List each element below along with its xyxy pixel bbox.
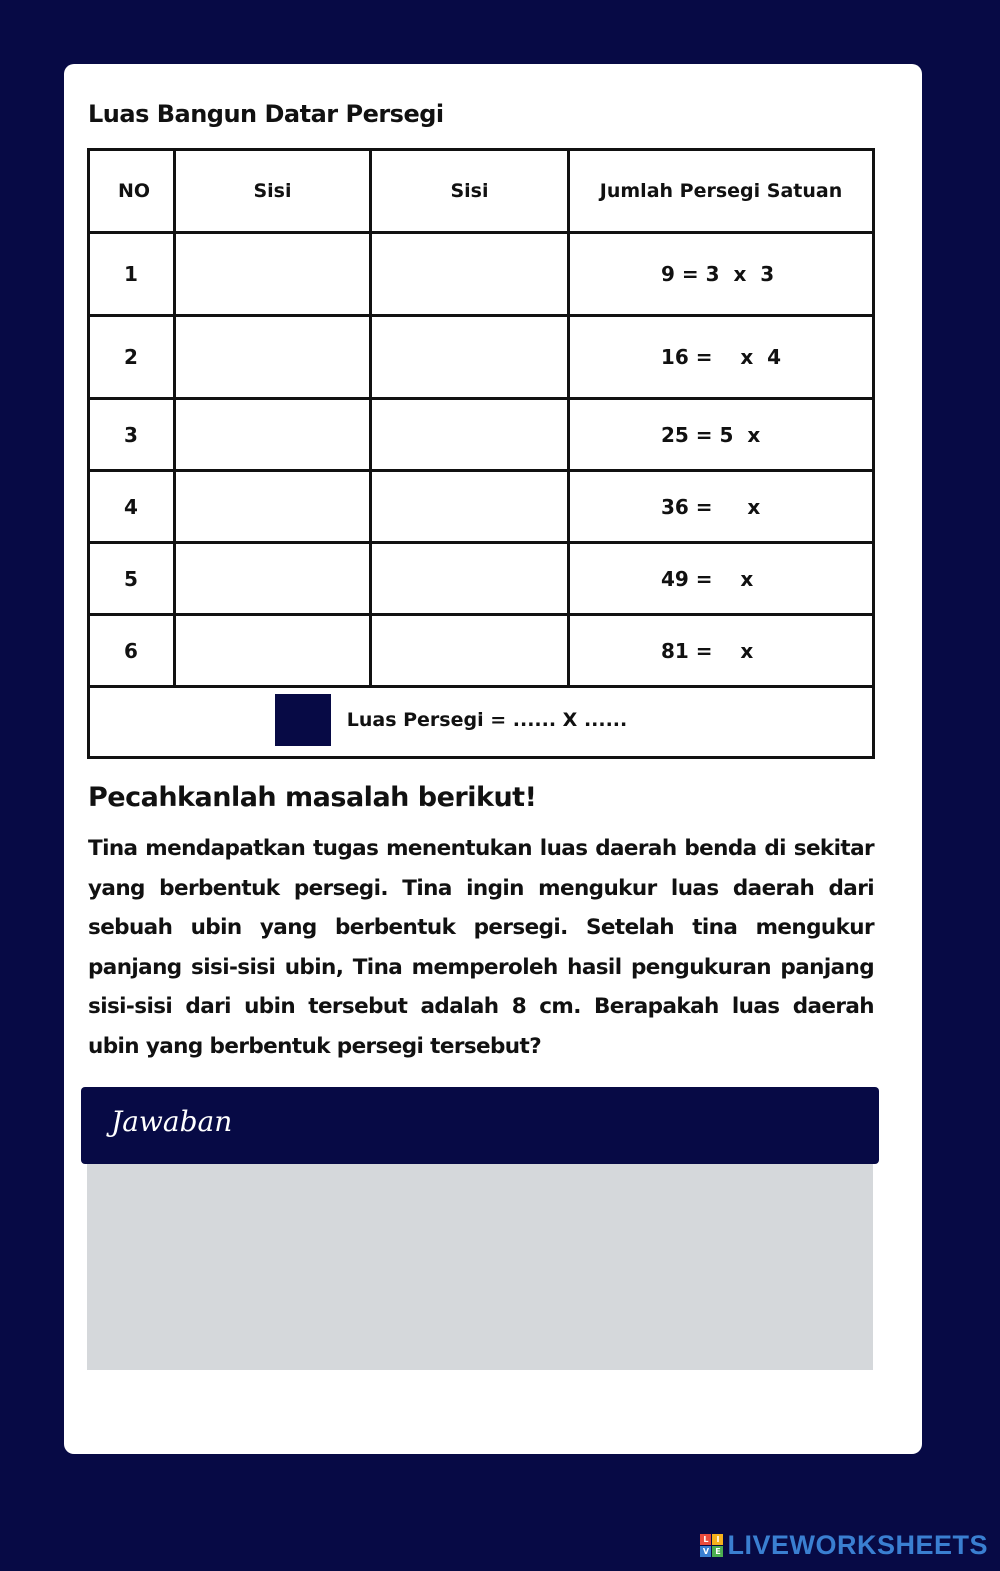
answer-input[interactable] [87, 1164, 873, 1370]
answer-label: Jawaban [111, 1105, 233, 1138]
side-1-answer-cell[interactable] [175, 233, 371, 316]
row-number: 5 [89, 543, 175, 615]
calc-text: 9 = 3 x 3 [661, 262, 775, 286]
row-number: 1 [89, 233, 175, 316]
table-row [89, 399, 874, 471]
answer-header [81, 1087, 879, 1164]
row-number: 2 [89, 316, 175, 399]
logo-letter: L [700, 1534, 711, 1545]
table-row [89, 543, 874, 615]
square-area-table [87, 148, 875, 759]
table-row [89, 316, 874, 399]
problem-heading: Pecahkanlah masalah berikut! [88, 782, 537, 813]
unit-square-calc [569, 399, 874, 471]
calc-text: 81 = x [661, 638, 754, 663]
row-number: 3 [89, 399, 175, 471]
row-number: 6 [89, 615, 175, 687]
liveworksheets-logo-icon [700, 1534, 723, 1557]
calc-text: 36 = x [661, 494, 761, 519]
unit-square-calc [569, 233, 874, 316]
side-2-answer-cell[interactable] [371, 233, 569, 316]
table-header-row [89, 150, 874, 233]
formula-cell [89, 687, 874, 758]
unit-square-calc [569, 543, 874, 615]
side-2-answer-cell[interactable] [371, 316, 569, 399]
problem-text: Tina mendapatkan tugas menentukan luas daerah benda di sekitar yang berbentuk persegi. Tina ingin mengukur luas daerah dari sebuah ubin yang berbentuk persegi. Setelah tina mengukur panjang sisi-sisi ubin, Tina memperoleh hasil pengukuran panjang sisi-sisi dari ubin tersebut adalah 8 cm. Berapakah luas daerah ubin yang berbentuk persegi tersebut? [88, 836, 874, 1059]
side-1-answer-cell[interactable] [175, 399, 371, 471]
liveworksheets-logo [700, 1530, 988, 1561]
side-2-answer-cell[interactable] [371, 543, 569, 615]
header-side-2: Sisi [371, 150, 569, 233]
logo-letter: E [712, 1546, 723, 1557]
brand-name: LIVEWORKSHEETS [727, 1530, 988, 1560]
calc-text: 16 = x 4 [660, 345, 782, 369]
side-1-answer-cell[interactable] [175, 316, 371, 399]
formula-row [89, 687, 874, 758]
header-no: NO [89, 150, 175, 233]
logo-letter: V [700, 1546, 711, 1557]
table-row [89, 471, 874, 543]
header-unit-squares: Jumlah Persegi Satuan [569, 150, 874, 233]
side-1-answer-cell[interactable] [175, 615, 371, 687]
side-2-answer-cell[interactable] [371, 471, 569, 543]
header-side-1: Sisi [175, 150, 371, 233]
row-number: 4 [89, 471, 175, 543]
unit-square-calc [569, 471, 874, 543]
table-row [89, 233, 874, 316]
square-icon [275, 694, 331, 746]
calc-text: 25 = 5 x [661, 422, 761, 447]
side-1-answer-cell[interactable] [175, 543, 371, 615]
calc-text: 49 = x [661, 566, 754, 591]
logo-letter: I [712, 1534, 723, 1545]
formula-text: Luas Persegi = ...... X ...... [346, 709, 628, 731]
unit-square-calc [569, 316, 874, 399]
worksheet-card [64, 64, 922, 1454]
side-2-answer-cell[interactable] [371, 399, 569, 471]
side-2-answer-cell[interactable] [371, 615, 569, 687]
unit-square-calc [569, 615, 874, 687]
table-title: Luas Bangun Datar Persegi [88, 100, 444, 128]
side-1-answer-cell[interactable] [175, 471, 371, 543]
table-row [89, 615, 874, 687]
